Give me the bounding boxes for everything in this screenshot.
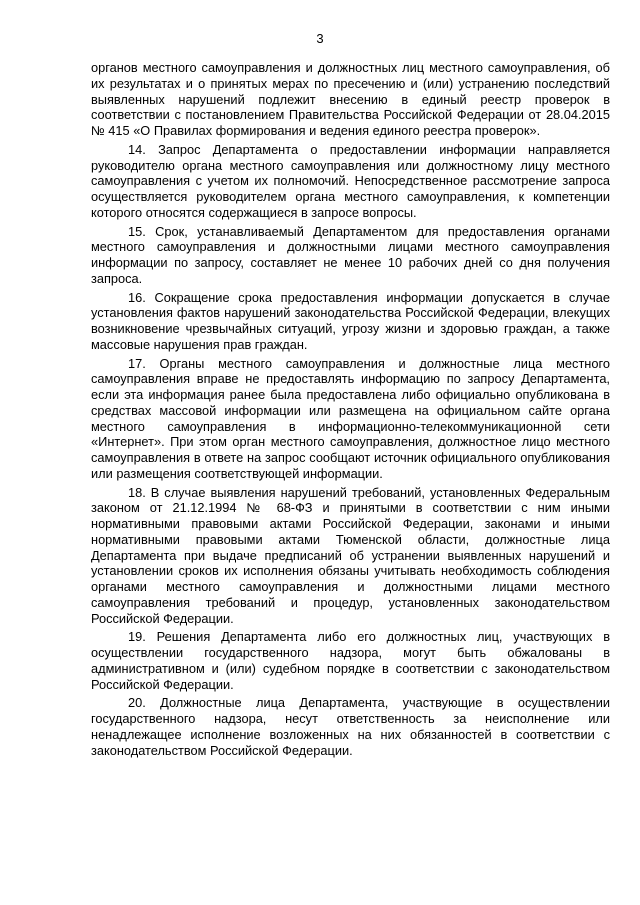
paragraph-19: 19. Решения Департамента либо его должностных лиц, участвующих в осуществлении государственного надзора, могут быть обжалованы в административном и (или) судебном порядке в соответствии с законодательством Российской Федерации. xyxy=(91,629,610,692)
paragraph-continuation: органов местного самоуправления и должностных лиц местного самоуправления, об их результатах и о принятых мерах по пресечению и (или) устранению последствий выявленных нарушений подлежит внесению в единый реестр проверок в соответствии с постановлением Правительства Российской Федерации от 28.04.2015 № 415 «О Правилах формирования и ведения единого реестра проверок». xyxy=(91,60,610,138)
paragraph-18: 18. В случае выявления нарушений требований, установленных Федеральным законом от 21.12.1994 № 68-ФЗ и принятыми в соответствии с ним иными нормативными правовыми актами Российской Федерации, законами и иными нормативными правовыми актами Тюменской области, должностные лица Департамента при выдаче предписаний об устранении выявленных нарушений и установлении сроков их исполнения обязаны учитывать необходимость соблюдения органами местного самоуправления и должностными лицами местного самоуправления требований и процедур, установленных законодательством Российской Федерации. xyxy=(91,484,610,626)
page-number: 3 xyxy=(316,31,324,46)
paragraph-20: 20. Должностные лица Департамента, участвующие в осуществлении государственного надзора, несут ответственность за неисполнение или ненадлежащее исполнение возложенных на них обязанностей в соответствии с законодательством Российской Федерации. xyxy=(91,695,610,758)
document-body xyxy=(91,60,610,761)
paragraph-15: 15. Срок, устанавливаемый Департаментом для предоставления органами местного самоуправления и должностными лицами местного самоуправления информации по запросу, составляет не менее 10 рабочих дней со дня получения запроса. xyxy=(91,223,610,286)
paragraph-14: 14. Запрос Департамента о предоставлении информации направляется руководителю органа местного самоуправления или должностному лицу местного самоуправления с учетом их полномочий. Непосредственное рассмотрение запроса осуществляется руководителем органа местного самоуправления, к компетенции которого относятся содержащиеся в запросе вопросы. xyxy=(91,141,610,220)
paragraph-16: 16. Сокращение срока предоставления информации допускается в случае установления фактов нарушений законодательства Российской Федерации, влекущих возникновение чрезвычайных ситуаций, угрозу жизни и здоровью граждан, а также массовые нарушения прав граждан. xyxy=(91,289,610,352)
paragraph-17: 17. Органы местного самоуправления и должностные лица местного самоуправления вправе не предоставлять информацию по запросу Департамента, если эта информация ранее была предоставлена либо официально опубликована в средствах массовой информации или размещена на официальном сайте органа местного самоуправления в информационно-телекоммуникационной сети «Интернет». При этом орган местного самоуправления, должностное лицо местного самоуправления в ответе на запрос сообщают источник официального опубликования или размещения соответствующей информации. xyxy=(91,355,610,481)
